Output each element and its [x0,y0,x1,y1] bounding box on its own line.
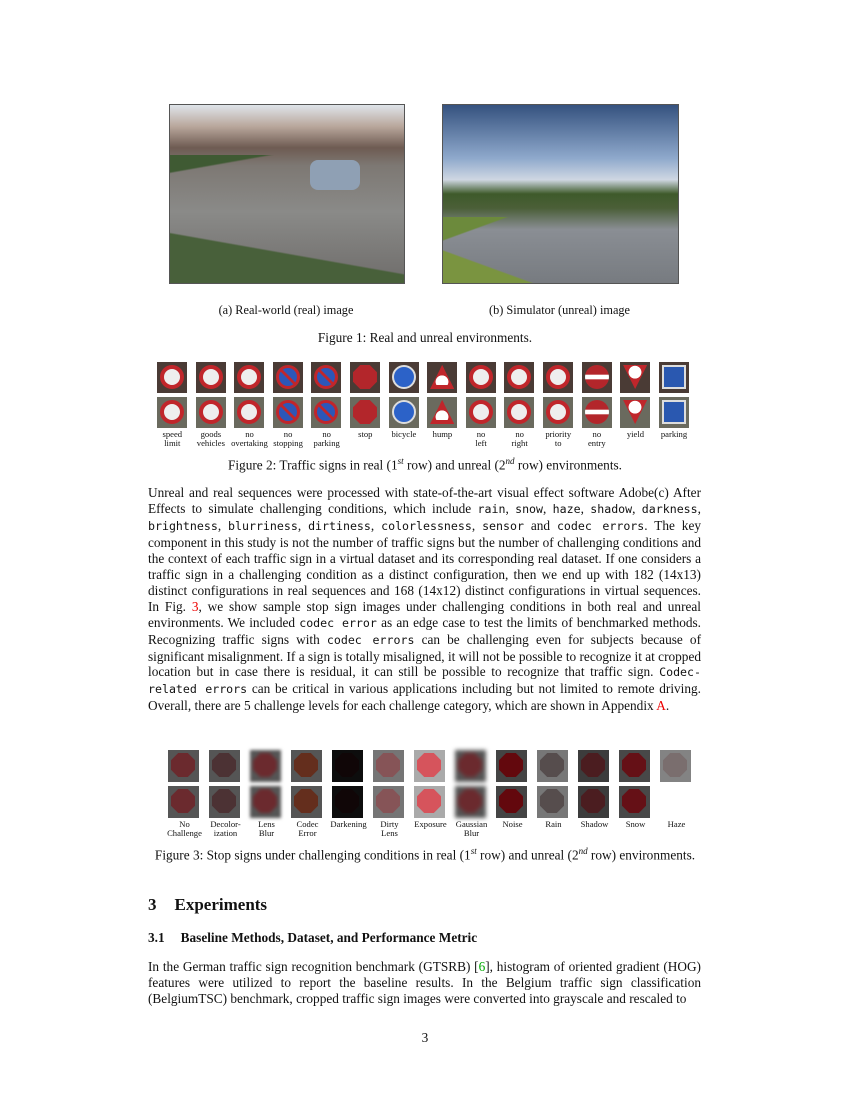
real-stop-thumbnail [250,750,281,782]
unreal-sign-thumbnail [273,397,303,428]
real-stop-sign-shape [335,753,359,777]
unreal-stop-sign-shape [171,789,195,813]
text-run: , [543,500,553,516]
figure-label: priority to [545,429,572,448]
real-sign-thumbnail [389,362,419,393]
unreal-sign-thumbnail [582,397,612,428]
real-stop-sign-shape [540,753,564,777]
unreal-stop-thumbnail [209,786,240,818]
real-sign-sign-shape [585,365,609,389]
unreal-sign-thumbnail [196,397,226,428]
unreal-sign-sign-shape [199,400,223,424]
unreal-stop-thumbnail [496,786,527,818]
real-stop-sign-shape [417,753,441,777]
unreal-sign-sign-shape [623,400,647,424]
real-stop-thumbnail [209,750,240,782]
unreal-stop-sign-shape [540,789,564,813]
figure-label: yield [626,429,645,439]
real-sign-thumbnail [427,362,457,393]
figure-label: no entry [587,429,606,448]
real-sign-sign-shape [160,365,184,389]
figure3-caption: Figure 3: Stop signs under challenging conditions in real (1st row) and unreal (2nd row) environments. [154,846,696,863]
real-sign-thumbnail [157,362,187,393]
real-sign-sign-shape [199,365,223,389]
unreal-stop-sign-shape [581,789,605,813]
figure-label: speed limit [162,429,183,448]
unreal-stop-sign-shape [499,789,523,813]
figure-label: Lens Blur [258,819,275,838]
unreal-sign-sign-shape [430,400,454,424]
body-paragraph [148,485,701,714]
real-stop-sign-shape [622,753,646,777]
unreal-sign-thumbnail [427,397,457,428]
figure-label: Exposure [414,819,447,829]
unreal-stop-thumbnail [578,786,609,818]
real-stop-sign-shape [294,753,318,777]
figure-label: bicycle [391,429,417,439]
inline-code: colorlessness [381,518,472,533]
text-run: can be challenging even for subjects because of significant misalignment. If a sign is totally misaligned, it will not be possible to recognize it at cropped location but in case there is residual, it can still be possible to recognize that traffic sign. [148,631,702,680]
real-stop-sign-shape [253,753,277,777]
page-number: 3 [421,1030,429,1045]
real-sign-thumbnail [196,362,226,393]
subsection-heading: 3.1 Baseline Methods, Dataset, and Performance Metric [148,930,478,945]
unreal-sign-sign-shape [237,400,261,424]
unreal-sign-sign-shape [392,400,416,424]
figure-label: no stopping [273,429,303,448]
citation-link[interactable]: 6 [478,959,486,974]
text-run: In the German traffic sign recognition benchmark (GTSRB) [ [148,959,479,974]
unreal-stop-sign-shape [622,789,646,813]
unreal-sign-thumbnail [350,397,380,428]
real-sign-thumbnail [543,362,573,393]
cross-reference-link[interactable]: A [656,698,666,714]
figure2-caption: Figure 2: Traffic signs in real (1st row) and unreal (2nd row) environments. [227,456,623,473]
unreal-sign-thumbnail [389,397,419,428]
figure3-unreal-row [168,786,660,818]
inline-code: haze [552,501,581,516]
text-run: can be critical in various applications including but not limited to remote driving. Overall, there are 5 challenge levels for each challenge category, which are shown in Appendix [148,681,701,714]
unreal-sign-thumbnail [157,397,187,428]
unreal-sign-sign-shape [507,400,531,424]
real-sign-sign-shape [276,365,300,389]
real-sign-thumbnail [273,362,303,393]
real-stop-thumbnail [414,750,445,782]
real-sign-sign-shape [430,365,454,389]
unreal-stop-thumbnail [250,786,281,818]
figure2-real-row [157,362,697,393]
figure-label: parking [660,429,688,439]
figure-label: hump [432,429,453,439]
real-sign-sign-shape [237,365,261,389]
real-sign-thumbnail [659,362,689,393]
figure-label: Shadow [580,819,609,829]
unreal-stop-thumbnail [619,786,650,818]
figure1-caption: Figure 1: Real and unreal environments. [317,330,533,345]
figure-label: Dirty Lens [380,819,399,838]
text-run: , we show sample stop sign images under challenging conditions in both real and unreal environments. We included [148,598,701,630]
real-stop-thumbnail [578,750,609,782]
subcaption-a: (a) Real-world (real) image [218,303,354,317]
figure-label: stop [358,429,373,439]
unreal-stop-thumbnail [455,786,486,818]
figure2-unreal-row [157,397,697,428]
unreal-sign-thumbnail [311,397,341,428]
figure-label: Decolor- ization [210,819,241,838]
real-stop-thumbnail [455,750,486,782]
real-stop-thumbnail [332,750,363,782]
real-sign-sign-shape [353,365,377,389]
real-sign-thumbnail [620,362,650,393]
real-stop-thumbnail [660,750,691,782]
figure-label: Darkening [330,819,367,829]
text-run: , [297,517,309,533]
real-sign-sign-shape [469,365,493,389]
inline-code: sensor [482,518,524,533]
real-stop-thumbnail [537,750,568,782]
unreal-sign-thumbnail [234,397,264,428]
real-stop-thumbnail [373,750,404,782]
inline-code: darkness [641,501,698,516]
figure-label: Codec Error [296,819,319,838]
text-run: , [697,500,701,516]
figure-label: No Challenge [167,819,202,838]
figure3-real-row [168,750,701,782]
real-sign-sign-shape [314,365,338,389]
real-stop-sign-shape [499,753,523,777]
unreal-stop-sign-shape [376,789,400,813]
text-run: . The key component in this study is not the number of traffic signs but the number of challenging conditions and the context of each traffic sign in a virtual dataset and its corresponding real dataset. If one considers a traffic sign in a challenging condition as a distinct configuration, then we end up with 182 (14x13) distinct configurations in real sequences and 168 (14x12) distinct configurations in virtual sequences. In Fig. [148,517,701,614]
real-sign-thumbnail [311,362,341,393]
real-stop-sign-shape [171,753,195,777]
real-sign-thumbnail [466,362,496,393]
figure-label: no right [511,429,528,448]
body-paragraph-2 [148,959,701,1007]
figure-label: no parking [313,429,340,448]
subcaption-b: (b) Simulator (unreal) image [488,303,631,317]
inline-code: codec errors [556,518,645,533]
real-sign-thumbnail [504,362,534,393]
unreal-stop-sign-shape [458,789,482,813]
real-sign-sign-shape [392,365,416,389]
inline-code: rain [477,501,506,516]
figure-label: Gaussian Blur [455,819,488,838]
unreal-stop-sign-shape [294,789,318,813]
text-run: Unreal and real sequences were processed with state-of-the-art visual effect software Adobe(c) After Effects to simulate challenging conditions, which include [148,485,701,516]
unreal-stop-thumbnail [373,786,404,818]
unreal-sign-sign-shape [662,400,686,424]
text-run: , [471,517,483,533]
text-run: , [580,500,591,516]
inline-code: dirtiness [308,518,371,533]
unreal-sign-sign-shape [469,400,493,424]
unreal-sign-thumbnail [504,397,534,428]
unreal-stop-sign-shape [417,789,441,813]
inline-code: codec error [299,615,377,630]
real-stop-sign-shape [458,753,482,777]
text-run: as an edge case to test the limits of benchmarked methods. Recognizing traffic signs with [148,614,702,647]
real-sign-sign-shape [623,365,647,389]
unreal-stop-thumbnail [332,786,363,818]
inline-code: brightness [148,518,218,533]
real-stop-thumbnail [496,750,527,782]
section-heading: 3 Experiments [148,895,268,914]
real-sign-thumbnail [234,362,264,393]
real-stop-sign-shape [212,753,236,777]
unreal-sign-thumbnail [659,397,689,428]
unreal-sign-sign-shape [160,400,184,424]
unreal-stop-sign-shape [253,789,277,813]
figure-label: no overtaking [231,429,268,448]
figure-label: Noise [502,819,523,829]
unreal-stop-sign-shape [212,789,236,813]
inline-code: Codec-related errors [148,665,701,697]
real-stop-thumbnail [168,750,199,782]
text-run: ], histogram of oriented gradient (HOG) features were utilized to report the baseline results. In the Belgium traffic sign classification (BelgiumTSC) benchmark, cropped traffic sign images were converted into grayscale and rescaled to [148,959,701,1006]
text-run: , [505,500,516,516]
figure-label: no left [475,429,487,448]
simulator-photo [442,104,679,284]
real-stop-sign-shape [376,753,400,777]
unreal-sign-sign-shape [585,400,609,424]
unreal-stop-thumbnail [291,786,322,818]
real-sign-sign-shape [546,365,570,389]
unreal-sign-sign-shape [353,400,377,424]
real-sign-thumbnail [350,362,380,393]
unreal-sign-sign-shape [314,400,338,424]
unreal-sign-sign-shape [546,400,570,424]
real-stop-sign-shape [581,753,605,777]
figure-label: goods vehicles [196,429,225,448]
figure3-labels [164,820,697,837]
unreal-stop-thumbnail [537,786,568,818]
inline-code: shadow [590,501,633,516]
figure-label: Rain [545,819,562,829]
text-run: . [665,698,670,714]
inline-code: snow [515,501,544,516]
real-sign-sign-shape [662,365,686,389]
text-run: , [217,517,229,533]
inline-code: codec errors [326,632,415,647]
figure-label: Haze [667,819,686,829]
inline-code: blurriness [228,518,298,533]
unreal-stop-thumbnail [168,786,199,818]
unreal-sign-sign-shape [276,400,300,424]
real-stop-sign-shape [663,753,687,777]
real-world-photo [169,104,405,284]
text-run: and [523,517,557,533]
unreal-sign-thumbnail [620,397,650,428]
unreal-sign-thumbnail [466,397,496,428]
text-run: , [370,517,382,533]
unreal-stop-thumbnail [414,786,445,818]
unreal-sign-thumbnail [543,397,573,428]
real-stop-thumbnail [619,750,650,782]
cross-reference-link[interactable]: 3 [191,598,199,614]
text-run: , [632,500,642,516]
figure-label: Snow [625,819,646,829]
unreal-stop-sign-shape [335,789,359,813]
figure2-labels [153,430,693,447]
real-sign-sign-shape [507,365,531,389]
real-sign-thumbnail [582,362,612,393]
real-stop-thumbnail [291,750,322,782]
